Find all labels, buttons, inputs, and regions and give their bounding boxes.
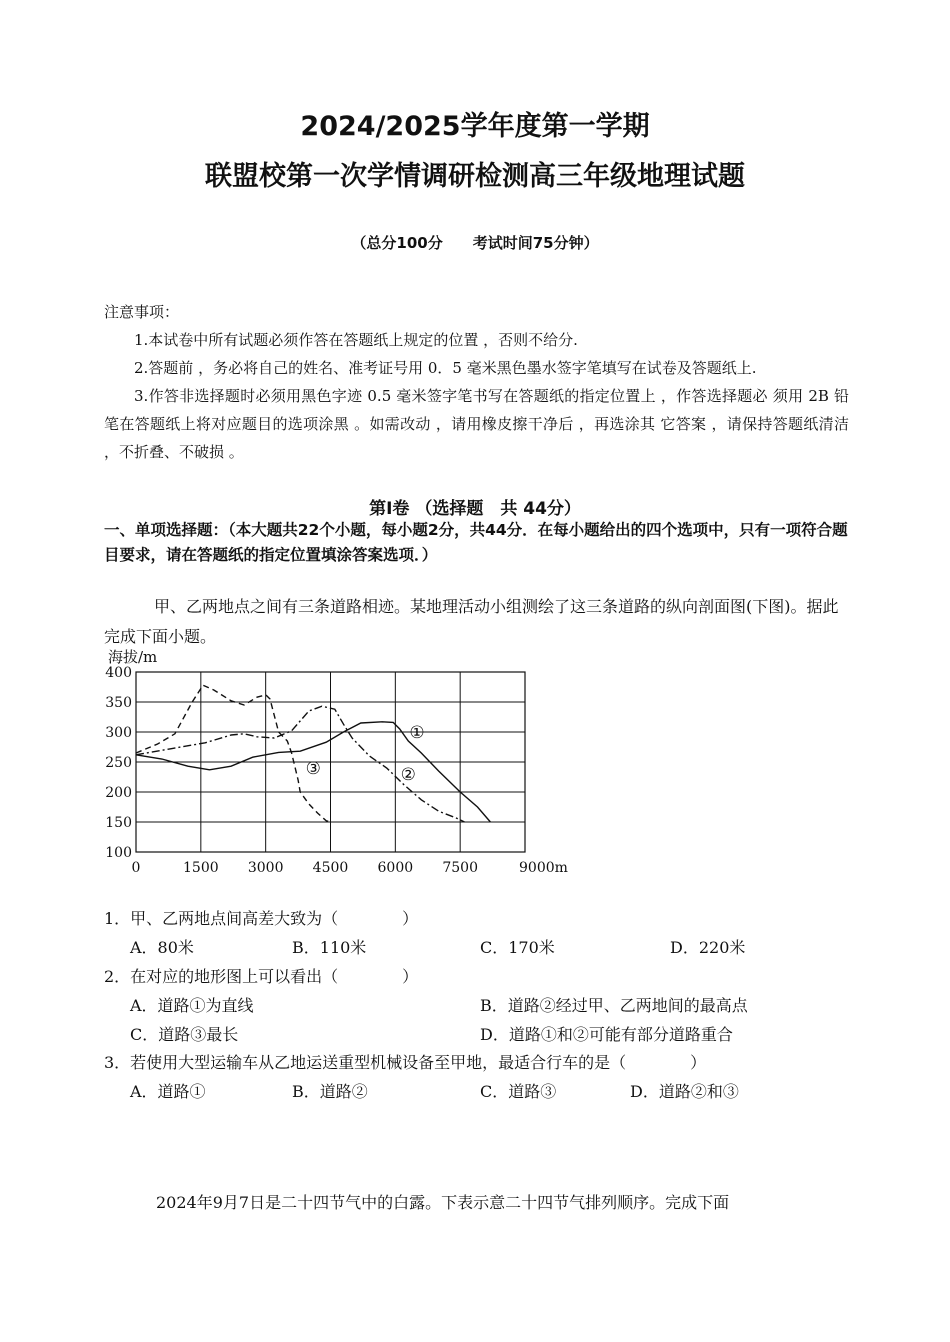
note-item-2: 2.答题前 ，务必将自己的姓名、准考证号用 0．5 毫米黑色墨水签字笔填写在试卷及答题纸上. (134, 359, 757, 377)
final-paragraph: 2024年9月7日是二十四节气中的白露。下表示意二十四节气排列顺序。完成下面 (156, 1193, 730, 1212)
y-tick-label: 300 (105, 725, 132, 741)
exam-title-line2: 联盟校第一次学情调研检测高三年级地理试题 (205, 161, 745, 192)
question-3-stem: 3．若使用大型运输车从乙地运送重型机械设备至甲地，最适合行车的是（ ） (104, 1053, 707, 1072)
q3-option-d[interactable]: D．道路②和③ (630, 1082, 739, 1101)
q3-option-a[interactable]: A．道路① (130, 1082, 206, 1101)
q1-option-a[interactable]: A．80米 (130, 938, 194, 957)
notes-block (104, 298, 849, 466)
y-tick-label: 350 (105, 695, 132, 711)
question-1-stem: 1．甲、乙两地点间高差大致为（ ） (104, 909, 419, 928)
x-tick-label: 9000m (519, 860, 568, 876)
q3-option-b[interactable]: B．道路② (292, 1082, 368, 1101)
question-intro: 甲、乙两地点之间有三条道路相迹。某地理活动小组测绘了这三条道路的纵向剖面图(下图)。据此完成下面小题。 (104, 597, 839, 646)
q1-option-b[interactable]: B．110米 (292, 938, 367, 957)
q2-option-d[interactable]: D．道路①和②可能有部分道路重合 (480, 1025, 733, 1044)
x-tick-label: 4500 (312, 860, 349, 876)
x-tick-label: 1500 (183, 860, 219, 876)
note-item-1: 1.本试卷中所有试题必须作答在答题纸上规定的位置 ，否则不给分. (134, 331, 578, 349)
exam-subtitle: （总分100分 考试时间75分钟） (351, 234, 599, 252)
route-label-2: ② (400, 765, 416, 785)
y-tick-label: 400 (105, 665, 132, 681)
q2-option-a[interactable]: A．道路①为直线 (130, 996, 254, 1015)
section-instruction: 一、单项选择题：（本大题共22个小题，每小题2分，共44分．在每小题给出的四个选项中，只有一项符合题目要求，请在答题纸的指定位置填涂答案选项．） (104, 521, 848, 564)
q1-option-c[interactable]: C．170米 (480, 938, 555, 957)
x-tick-label: 7500 (442, 860, 478, 876)
y-tick-label: 200 (105, 785, 132, 801)
y-tick-label: 100 (105, 845, 132, 861)
y-tick-label: 150 (105, 815, 132, 831)
q2-option-b[interactable]: B．道路②经过甲、乙两地间的最高点 (480, 996, 748, 1015)
q3-option-c[interactable]: C．道路③ (480, 1082, 557, 1101)
route-label-1: ① (409, 723, 425, 743)
chart-ylabel: 海拔/m (108, 648, 158, 666)
notes-heading: 注意事项： (104, 303, 180, 321)
y-tick-label: 250 (105, 755, 132, 771)
x-tick-label: 3000 (247, 860, 284, 876)
q1-option-d[interactable]: D．220米 (670, 938, 746, 957)
question-2-stem: 2．在对应的地形图上可以看出（ ） (104, 967, 419, 986)
profile-line-3 (136, 685, 331, 822)
section-title: 第Ⅰ卷 （选择题 共 44分） (369, 499, 581, 519)
note-item-3: 3.作答非选择题时必须用黑色字迹 0.5 毫米签字笔书写在答题纸的指定位置上 ，作答选择题必 须用 2B 铅笔在答题纸上将对应题目的选项涂黑 。如需改动 ，请用橡皮擦干净后 ，再选涂其 它答案 ，请保持答题纸清洁 ，不折叠、不破损 。 (104, 387, 849, 461)
x-tick-label: 0 (131, 860, 141, 876)
x-tick-label: 6000 (377, 860, 414, 876)
route-label-3: ③ (305, 759, 321, 779)
q2-option-c[interactable]: C．道路③最长 (130, 1025, 239, 1044)
exam-title-line1: 2024/2025学年度第一学期 (300, 111, 650, 142)
elevation-profile-chart (96, 644, 576, 880)
